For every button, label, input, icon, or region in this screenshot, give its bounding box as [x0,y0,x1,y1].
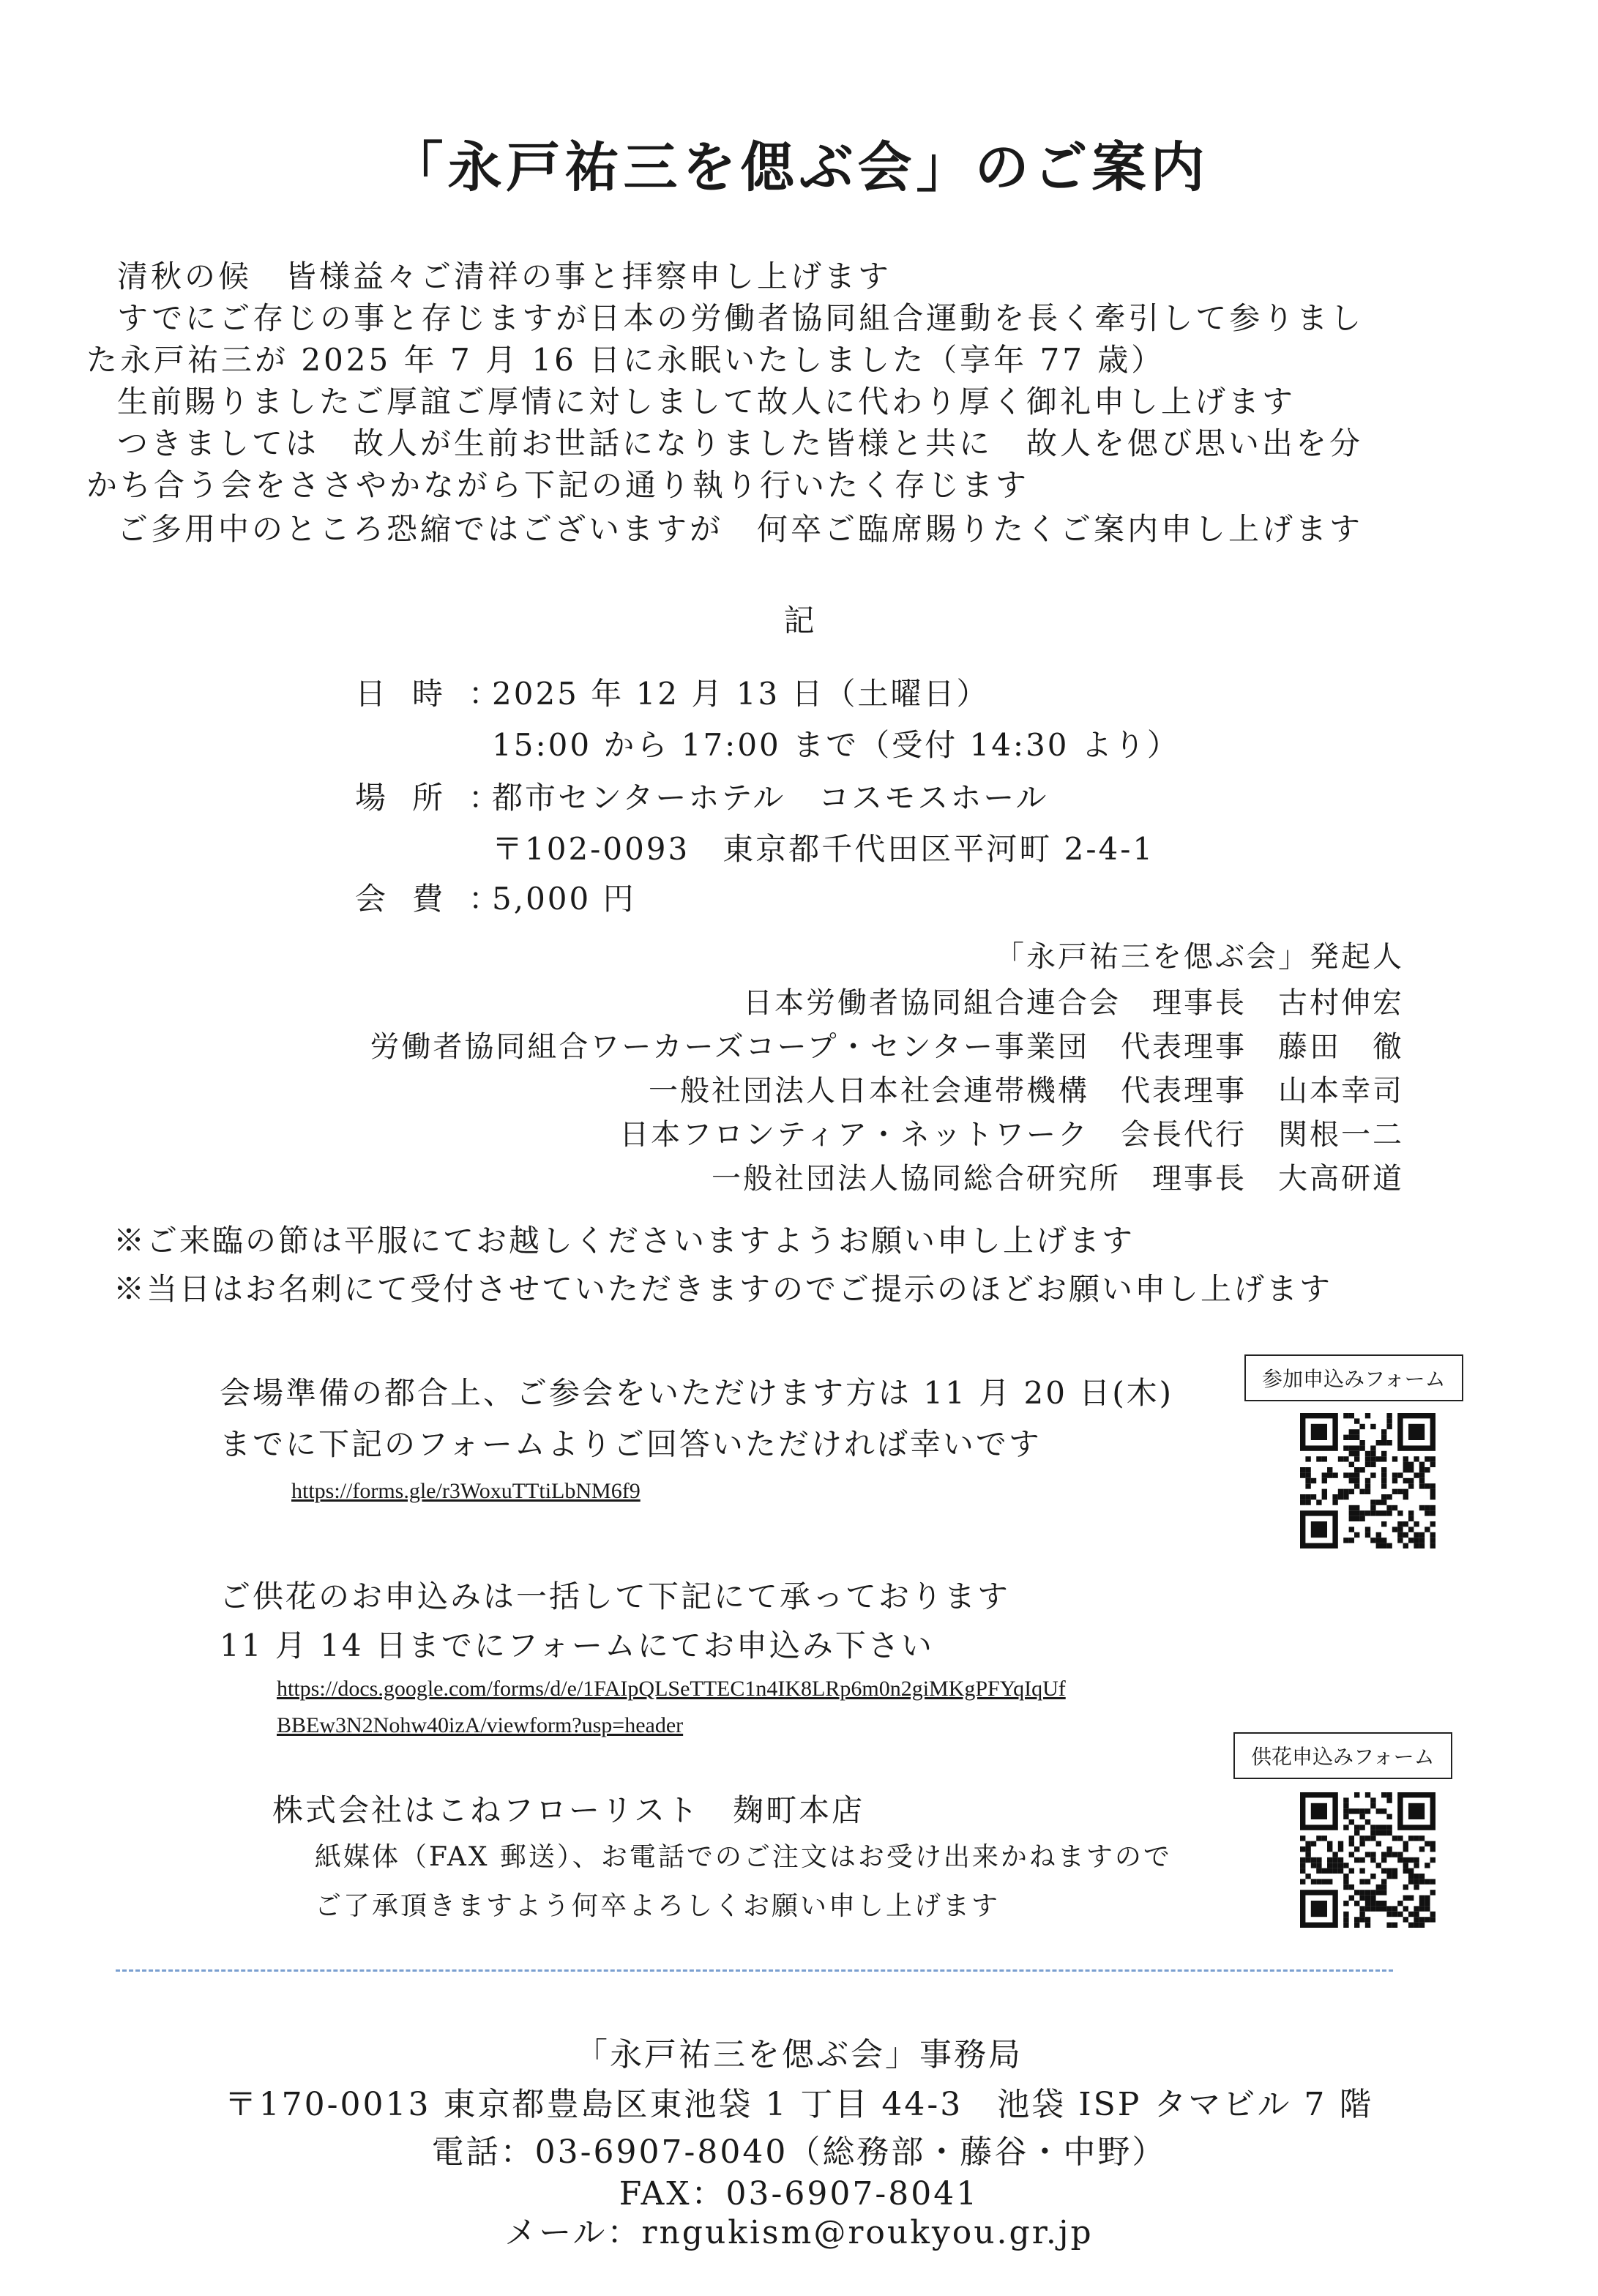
intro-line-7: ご多用中のところ恐縮ではございますが 何卒ご臨席賜りたくご案内申し上げます [117,511,1364,547]
office-email: メール：rngukism@roukyou.gr.jp [504,2214,1094,2251]
note-line-2: ※当日はお名刺にて受付させていただきますのでご提示のほどお願い申し上げます [113,1271,1333,1307]
place-colon: ： [468,780,502,816]
rsvp-line-1: 会場準備の都合上、ご参会をいただけます方は 11 月 20 日(木) [220,1375,1174,1411]
fee-label: 会費 [355,881,470,917]
ki-heading: 記 [783,603,815,638]
intro-line-2: すでにご存じの事と存じますが日本の労働者協同組合運動を長く牽引して参りまし [117,300,1364,336]
note-line-1: ※ご来臨の節は平服にてお越しくださいますようお願い申し上げます [113,1223,1135,1259]
venue-address: 〒102-0093 東京都千代田区平河町 2-4-1 [492,831,1155,867]
intro-line-3: た永戸祐三が 2025 年 7 月 16 日に永眠いたしました（享年 77 歳） [86,342,1165,378]
office-fax: FAX：03-6907-8041 [619,2175,979,2213]
sponsors-heading: 「永戸祐三を偲ぶ会」発起人 [995,940,1404,974]
florist-note-2: ご了承頂きますよう何卒よろしくお願い申し上げます [315,1891,1001,1921]
place-label: 場所 [355,780,470,816]
intro-line-1: 清秋の候 皆様益々ご清祥の事と拝察申し上げます [117,258,892,294]
flowers-qr-code[interactable] [1300,1792,1435,1928]
flowers-line-1: ご供花のお申込みは一括して下記にて承っております [220,1578,1011,1614]
datetime-label: 日時 [355,676,470,712]
fee-value: 5,000 円 [492,881,636,917]
office-address: 〒170-0013 東京都豊島区東池袋 1 丁目 44-3 池袋 ISP タマビル 7 階 [224,2086,1374,2123]
office-name: 「永戸祐三を偲ぶ会」事務局 [575,2036,1023,2073]
sponsor-line: 一般社団法人協同総合研究所 理事長 大高研道 [712,1162,1404,1196]
divider [116,1969,1393,1972]
intro-line-4: 生前賜りましたご厚誼ご厚情に対しまして故人に代わり厚く御礼申し上げます [117,384,1296,420]
sponsor-line: 日本フロンティア・ネットワーク 会長代行 関根一二 [619,1118,1404,1152]
flowers-line-2: 11 月 14 日までにフォームにてお申込み下さい [220,1628,934,1663]
sponsor-line: 日本労働者協同組合連合会 理事長 古村伸宏 [743,986,1404,1020]
intro-line-6: かち合う会をささやかながら下記の通り執り行いたく存じます [86,467,1030,503]
datetime-colon: ： [468,676,502,712]
venue-name: 都市センターホテル コスモスホール [492,780,1049,816]
event-date: 2025 年 12 月 13 日（土曜日） [492,676,990,712]
flowers-form-label-box: 供花申込みフォーム [1233,1732,1452,1779]
sponsor-line: 一般社団法人日本社会連帯機構 代表理事 山本幸司 [649,1074,1404,1108]
office-tel: 電話：03-6907-8040（総務部・藤谷・中野） [431,2133,1167,2171]
page-title: 「永戸祐三を偲ぶ会」のご案内 [389,136,1209,199]
rsvp-form-link[interactable]: https://forms.gle/r3WoxuTTtiLbNM6f9 [291,1479,641,1503]
sponsor-line: 労働者協同組合ワーカーズコープ・センター事業団 代表理事 藤田 徹 [370,1030,1404,1064]
flowers-form-link-2[interactable]: BBEw3N2Nohw40izA/viewform?usp=header [277,1713,684,1737]
florist-note-1: 紙媒体（FAX 郵送）、お電話でのご注文はお受け出来かねますので [315,1842,1172,1872]
event-time: 15:00 から 17:00 まで（受付 14:30 より） [492,727,1180,763]
rsvp-line-2: までに下記のフォームよりご回答いただければ幸いです [220,1426,1042,1462]
rsvp-form-label-box: 参加申込みフォーム [1244,1354,1463,1401]
florist-name: 株式会社はこねフローリスト 麹町本店 [272,1792,865,1828]
flowers-form-link-1[interactable]: https://docs.google.com/forms/d/e/1FAIpQLSeTTEC1n4IK8LRp6m0n2giMKgPFYqIqUf [277,1677,1066,1701]
rsvp-qr-code[interactable] [1300,1413,1435,1548]
intro-line-5: つきましては 故人が生前お世話になりました皆様と共に 故人を偲び思い出を分 [117,425,1364,461]
fee-colon: ： [468,881,502,917]
